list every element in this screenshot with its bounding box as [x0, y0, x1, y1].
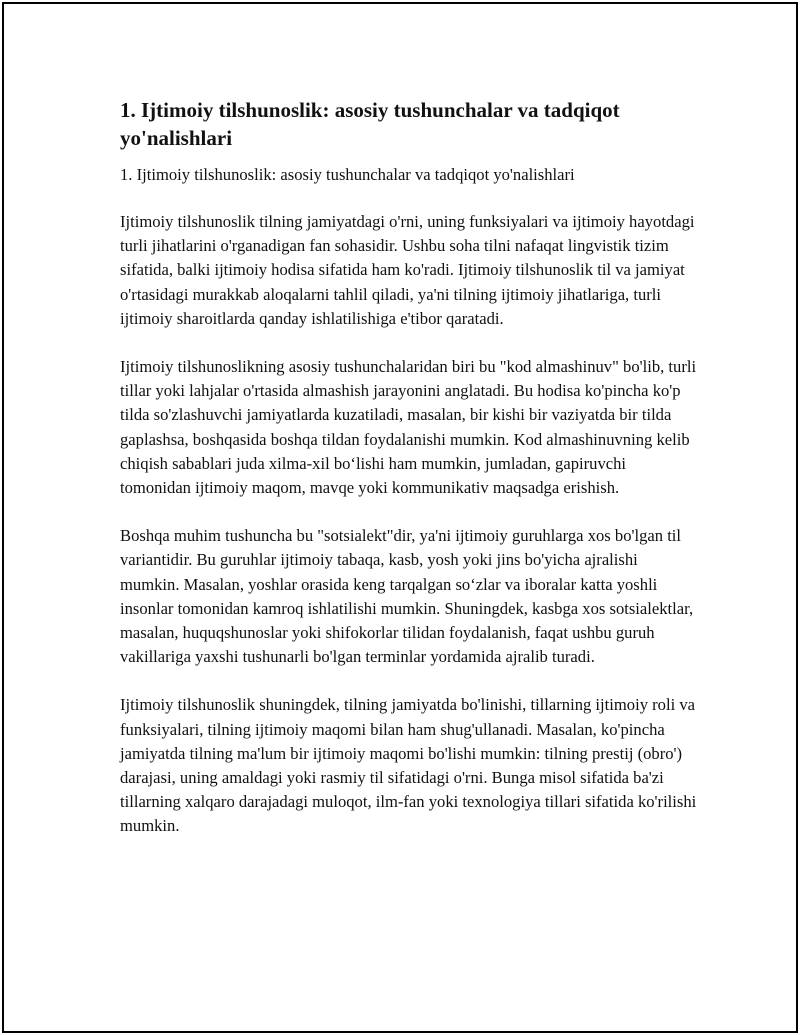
paragraph-language-status: Ijtimoiy tilshunoslik shuningdek, tilning jamiyatda bo'linishi, tillarning ijtimoiy roli va funksiyalari, tilning ijtimoiy maqomi bilan ham shug'ullanadi. Masalan, ko'pincha jamiyatda tilning ma'lum bir ijtimoiy maqomi bo'lishi mumkin: tilning prestij (obro') darajasi, uning amaldagi yoki rasmiy til sifatidagi o'rni. Bunga misol sifatida ba'zi tillarning xalqaro darajadagi muloqot, ilm-fan yoki texnologiya tillari sifatida ko'rilishi mumkin.	[120, 695, 697, 836]
paragraph-code-switching: Ijtimoiy tilshunoslikning asosiy tushunchalaridan biri bu "kod almashinuv" bo'lib, turli tillar yoki lahjalar o'rtasida almashish jarayonini anglatadi. Bu hodisa ko'pincha ko'p tilda so'zlashuvchi jamiyatlarda kuzatiladi, masalan, bir kishi bir vaziyatda bir tilda gaplashsa, boshqasida boshqa tildan foydalanishi mumkin. Kod almashinuvning kelib chiqish sabablari juda xilma-xil bo‘lishi ham mumkin, jumladan, gapiruvchi tomonidan ijtimoiy maqom, mavqe yoki kommunikativ maqsadga erishish.	[120, 357, 697, 498]
paragraph-intro: Ijtimoiy tilshunoslik tilning jamiyatdagi o'rni, uning funksiyalari va ijtimoiy hayotdagi turli jihatlarini o'rganadigan fan sohasidir. Ushbu soha tilni nafaqat lingvistik tizim sifatida, balki ijtimoiy hodisa sifatida ham ko'radi. Ijtimoiy tilshunoslik til va jamiyat o'rtasidagi murakkab aloqalarni tahlil qiladi, ya'ni tilning ijtimoiy jihatlariga, turli ijtimoiy sharoitlarda qanday ishlatilishiga e'tibor qaratadi.	[120, 212, 695, 328]
paragraph-sociolect: Boshqa muhim tushuncha bu "sotsialekt"dir, ya'ni ijtimoiy guruhlarga xos bo'lgan til variantidir. Bu guruhlar ijtimoiy tabaqa, kasb, yosh yoki jins bo'yicha ajralishi mumkin. Masalan, yoshlar orasida keng tarqalgan so‘zlar va iboralar katta yoshli insonlar tomonidan kamroq ishlatilishi mumkin. Shuningdek, kasbga xos sotsialektlar, masalan, huquqshunoslar yoki shifokorlar tilidan foydalanish, faqat ushbu guruh vakillariga yaxshi tushunarli bo'lgan terminlar yordamida ajralib turadi.	[120, 526, 694, 667]
document-page	[2, 2, 798, 1033]
document-content	[120, 96, 700, 863]
document-title: 1. Ijtimoiy tilshunoslik: asosiy tushunchalar va tadqiqot yo'nalishlari	[120, 98, 620, 150]
section-heading-text: 1. Ijtimoiy tilshunoslik: asosiy tushunchalar va tadqiqot yo'nalishlari	[120, 165, 575, 184]
